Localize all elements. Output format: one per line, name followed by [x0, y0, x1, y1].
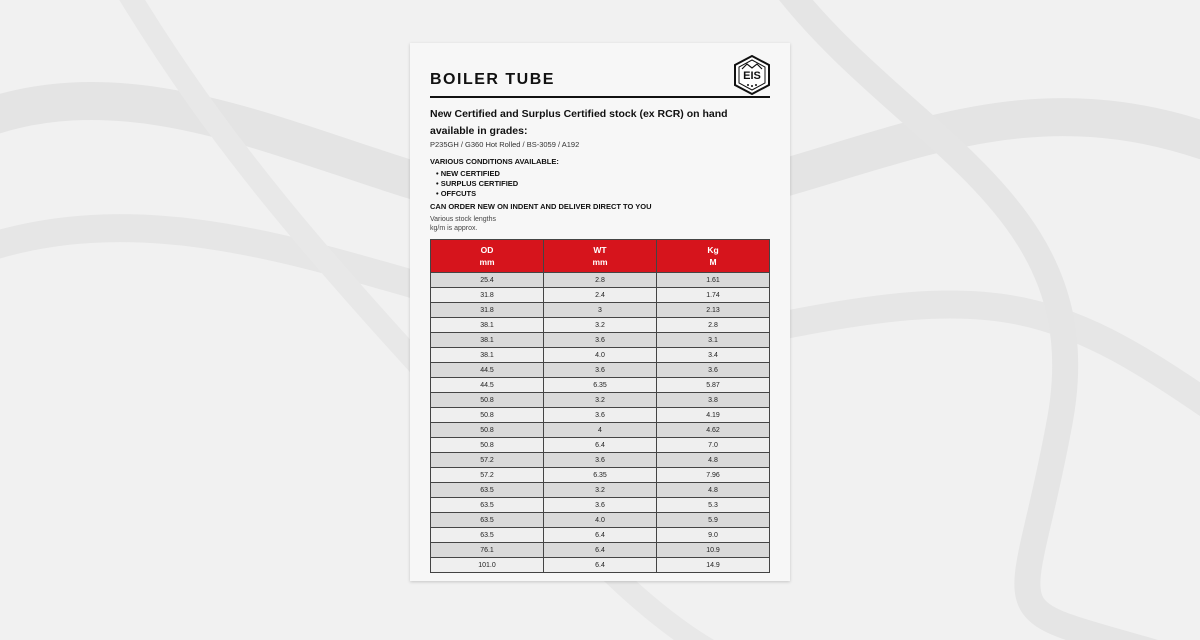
- conditions-list: [436, 169, 518, 199]
- header-unit: M: [709, 257, 717, 267]
- condition-item: • NEW CERTIFIED: [436, 169, 500, 178]
- table-row: [431, 318, 770, 333]
- kg-cell: 5.9: [657, 513, 770, 528]
- wt-cell: 3.6: [544, 498, 657, 513]
- kg-cell: 10.9: [657, 543, 770, 558]
- tube-spec-table: [430, 239, 770, 573]
- table-row: [431, 378, 770, 393]
- table-row: [431, 513, 770, 528]
- wt-cell: 3.2: [544, 393, 657, 408]
- od-cell: 31.8: [431, 288, 544, 303]
- wt-cell: 4: [544, 423, 657, 438]
- table-row: [431, 468, 770, 483]
- wt-cell: 6.4: [544, 438, 657, 453]
- kg-cell: 4.19: [657, 408, 770, 423]
- od-cell: 25.4: [431, 273, 544, 288]
- condition-item: • SURPLUS CERTIFIED: [436, 179, 519, 188]
- conditions-heading: VARIOUS CONDITIONS AVAILABLE:: [430, 157, 559, 166]
- note-line: kg/m is approx.: [430, 225, 478, 232]
- od-cell: 38.1: [431, 318, 544, 333]
- wt-cell: 4.0: [544, 513, 657, 528]
- table-row: [431, 453, 770, 468]
- od-cell: 50.8: [431, 423, 544, 438]
- header-label: OD: [480, 245, 494, 255]
- wt-cell: 4.0: [544, 348, 657, 363]
- od-cell: 50.8: [431, 438, 544, 453]
- kg-cell: 3.1: [657, 333, 770, 348]
- wt-cell: 2.8: [544, 273, 657, 288]
- eis-logo-icon: [733, 55, 771, 95]
- od-cell: 50.8: [431, 393, 544, 408]
- od-cell: 31.8: [431, 303, 544, 318]
- header-kg: [657, 240, 770, 273]
- header-label: Kg: [707, 245, 719, 255]
- header-unit: mm: [592, 257, 608, 267]
- kg-cell: 4.8: [657, 453, 770, 468]
- table-row: [431, 348, 770, 363]
- wt-cell: 3.2: [544, 318, 657, 333]
- wt-cell: 3.6: [544, 408, 657, 423]
- od-cell: 63.5: [431, 513, 544, 528]
- order-note: CAN ORDER NEW ON INDENT AND DELIVER DIRECT TO YOU: [430, 202, 652, 211]
- table-header-row: [431, 240, 770, 273]
- wt-cell: 2.4: [544, 288, 657, 303]
- od-cell: 38.1: [431, 348, 544, 363]
- table-row: [431, 528, 770, 543]
- header-unit: mm: [479, 257, 495, 267]
- od-cell: 44.5: [431, 378, 544, 393]
- od-cell: 63.5: [431, 498, 544, 513]
- od-cell: 76.1: [431, 543, 544, 558]
- table-row: [431, 558, 770, 573]
- od-cell: 63.5: [431, 528, 544, 543]
- kg-cell: 2.13: [657, 303, 770, 318]
- note-line: Various stock lengths: [430, 216, 497, 223]
- boiler-tube-sheet: [410, 43, 790, 581]
- wt-cell: 6.4: [544, 558, 657, 573]
- od-cell: 57.2: [431, 468, 544, 483]
- kg-cell: 3.6: [657, 363, 770, 378]
- table-row: [431, 273, 770, 288]
- kg-cell: 14.9: [657, 558, 770, 573]
- table-row: [431, 498, 770, 513]
- condition-item: • OFFCUTS: [436, 189, 477, 198]
- od-cell: 50.8: [431, 408, 544, 423]
- kg-cell: 1.74: [657, 288, 770, 303]
- kg-cell: 5.87: [657, 378, 770, 393]
- od-cell: 57.2: [431, 453, 544, 468]
- table-row: [431, 333, 770, 348]
- header-label: WT: [593, 245, 607, 255]
- table-row: [431, 303, 770, 318]
- wt-cell: 6.4: [544, 528, 657, 543]
- table-row: [431, 543, 770, 558]
- wt-cell: 3.2: [544, 483, 657, 498]
- kg-cell: 7.0: [657, 438, 770, 453]
- intro-text: New Certified and Surplus Certified stock (ex RCR) on hand available in grades:: [430, 108, 728, 137]
- table-body: [431, 273, 770, 573]
- wt-cell: 6.35: [544, 468, 657, 483]
- od-cell: 44.5: [431, 363, 544, 378]
- title-divider: [430, 96, 770, 98]
- table-row: [431, 363, 770, 378]
- kg-cell: 4.8: [657, 483, 770, 498]
- header-wt: [544, 240, 657, 273]
- od-cell: 38.1: [431, 333, 544, 348]
- kg-cell: 3.4: [657, 348, 770, 363]
- header-od: [431, 240, 544, 273]
- document-title: BOILER TUBE: [430, 71, 555, 88]
- wt-cell: 3.6: [544, 333, 657, 348]
- logo-text: EIS: [743, 70, 761, 82]
- table-row: [431, 438, 770, 453]
- table-row: [431, 393, 770, 408]
- kg-cell: 2.8: [657, 318, 770, 333]
- kg-cell: 5.3: [657, 498, 770, 513]
- kg-cell: 3.8: [657, 393, 770, 408]
- table-row: [431, 423, 770, 438]
- wt-cell: 3.6: [544, 363, 657, 378]
- wt-cell: 3.6: [544, 453, 657, 468]
- table-row: [431, 288, 770, 303]
- wt-cell: 6.4: [544, 543, 657, 558]
- wt-cell: 6.35: [544, 378, 657, 393]
- kg-cell: 9.0: [657, 528, 770, 543]
- kg-cell: 1.61: [657, 273, 770, 288]
- table-row: [431, 483, 770, 498]
- od-cell: 63.5: [431, 483, 544, 498]
- od-cell: 101.0: [431, 558, 544, 573]
- kg-cell: 4.62: [657, 423, 770, 438]
- kg-cell: 7.96: [657, 468, 770, 483]
- stock-notes: [430, 215, 496, 233]
- table-row: [431, 408, 770, 423]
- grades-text: P235GH / G360 Hot Rolled / BS-3059 / A192: [430, 140, 580, 149]
- wt-cell: 3: [544, 303, 657, 318]
